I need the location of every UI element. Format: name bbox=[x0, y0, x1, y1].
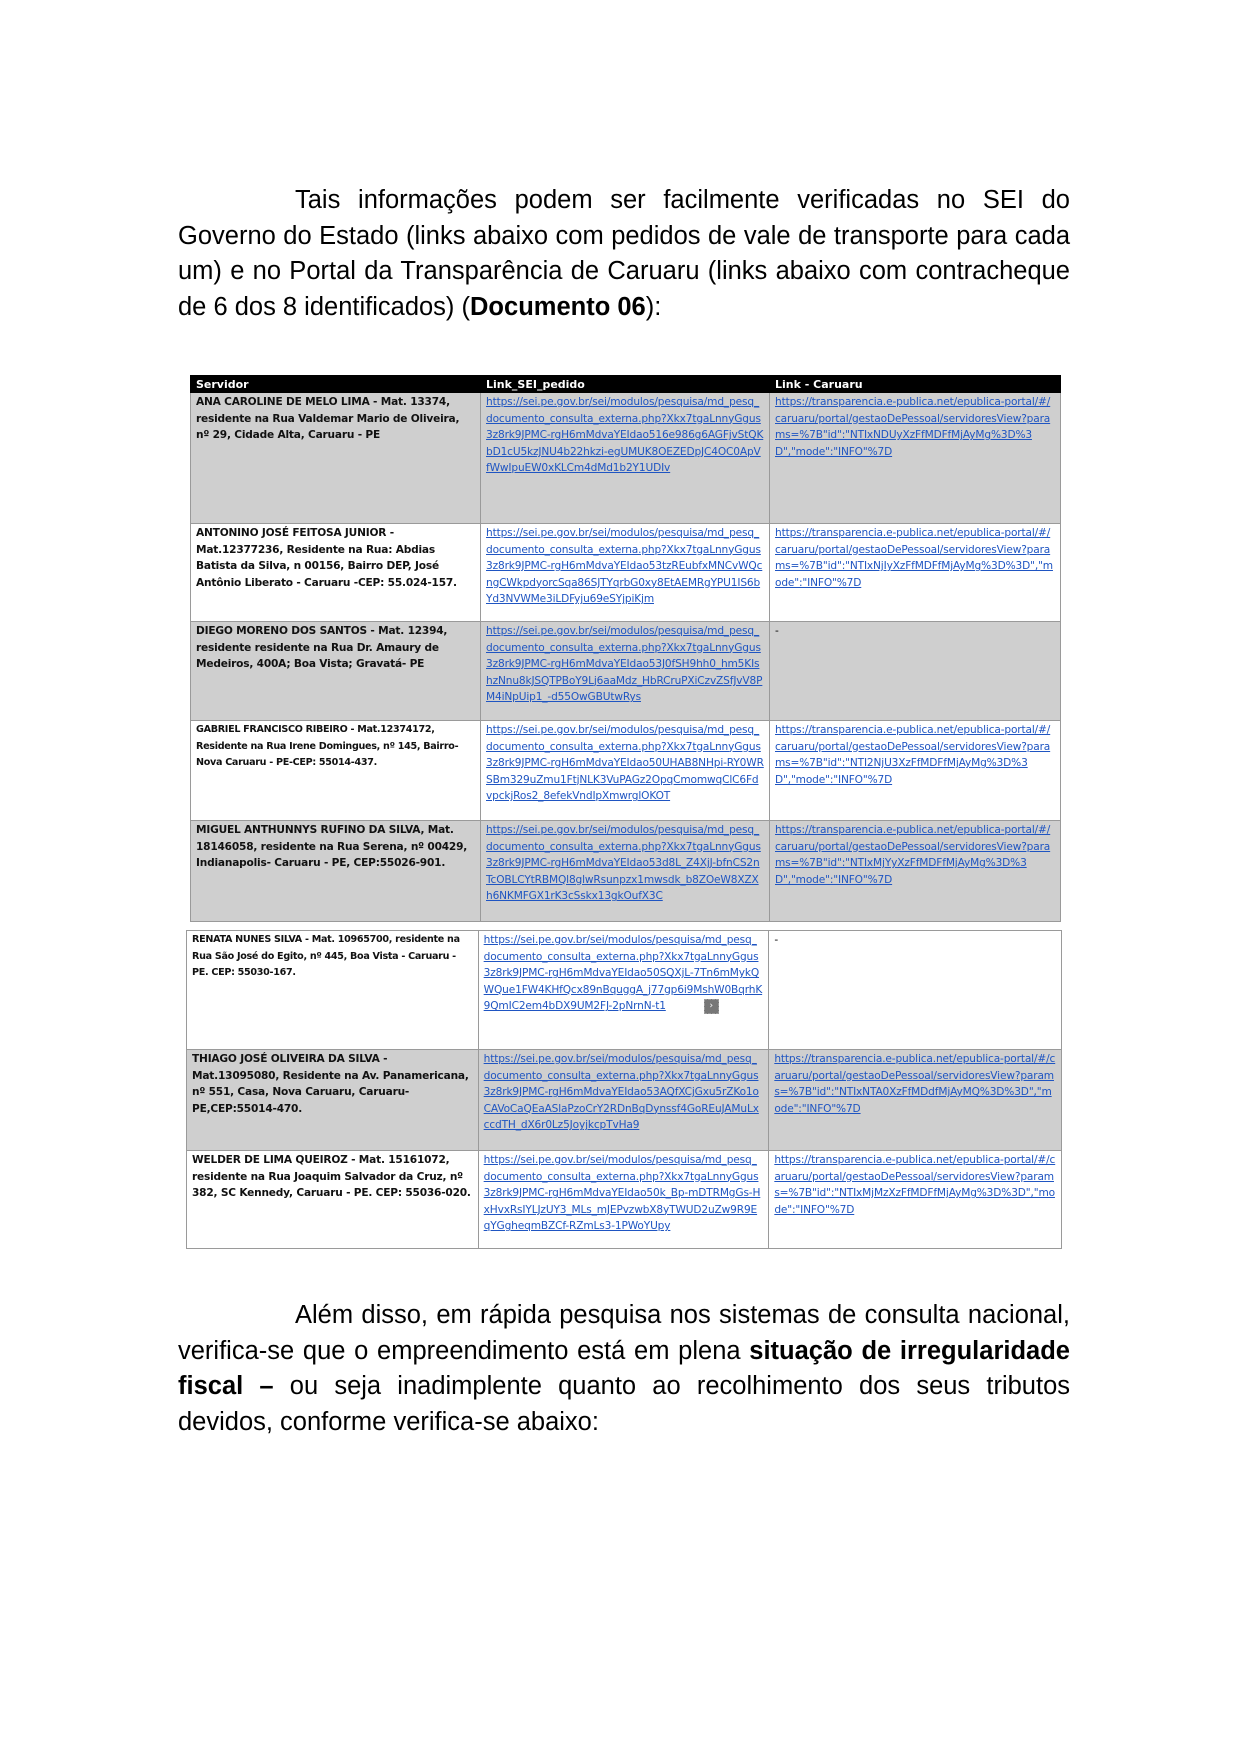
servidor-cell: RENATA NUNES SILVA - Mat. 10965700, residente na Rua São José do Egito, nº 445, Boa Vista - Caruaru - PE. CEP: 55030-167. bbox=[187, 931, 479, 1050]
caruaru-link[interactable]: https://transparencia.e-publica.net/epublica-portal/#/caruaru/portal/gestaoDePessoal/servidoresView?params=%7B"id":"NTIxMjMzXzFfMDFfMjAyMg%3D%3D","mode":"INFO"%7D bbox=[774, 1154, 1056, 1216]
sei-link[interactable]: https://sei.pe.gov.br/sei/modulos/pesquisa/md_pesq_documento_consulta_externa.php?Xkx7tgaLnnyGgus3z8rk9JPMC-rgH6mMdvaYEIdao50SQXjL-7Tn6mMykQWQue1FW4KHfQcx89nBquggA_j77gp6i9MshW0BqrhK9QmIC2em4bDX9UM2FJ-2pNrnN-t1 bbox=[483, 934, 763, 1013]
servidor-cell: GABRIEL FRANCISCO RIBEIRO - Mat.12374172, Residente na Rua Irene Domingues, nº 145, Bairro- Nova Caruaru - PE-CEP: 55014-437. bbox=[191, 721, 481, 821]
caruaru-link[interactable]: https://transparencia.e-publica.net/epublica-portal/#/caruaru/portal/gestaoDePessoal/servidoresView?params=%7B"id":"NTIxMjYyXzFfMDFfMjAyMg%3D%3D","mode":"INFO"%7D bbox=[775, 824, 1051, 886]
caruaru-link[interactable]: https://transparencia.e-publica.net/epublica-portal/#/caruaru/portal/gestaoDePessoal/servidoresView?params=%7B"id":"NTIxNDUyXzFfMDFfMjAyMg%3D%3D","mode":"INFO"%7D bbox=[775, 396, 1051, 458]
fiscal-text-end: ou seja inadimplente quanto ao recolhimento dos seus tributos devidos, conforme verifica-se abaixo: bbox=[178, 1372, 1070, 1436]
fiscal-irregularity-highlight: situação de irregularidade fiscal – bbox=[178, 1336, 1070, 1400]
table-row bbox=[191, 622, 1061, 721]
caruaru-link[interactable]: https://transparencia.e-publica.net/epublica-portal/#/caruaru/portal/gestaoDePessoal/servidoresView?params=%7B"id":"NTI2NjU3XzFfMDFfMjAyMg%3D%3D","mode":"INFO"%7D bbox=[775, 724, 1051, 786]
sei-link[interactable]: https://sei.pe.gov.br/sei/modulos/pesquisa/md_pesq_documento_consulta_externa.php?Xkx7tgaLnnyGgus3z8rk9JPMC-rgH6mMdvaYEIdao50UHAB8NHpi-RY0WRSBm329uZmu1FtjNLK3VuPAGz2OpqCmomwqClC6FdvpckjRos2_8efekVndIpXmwrglOKOT bbox=[486, 724, 764, 803]
table-row bbox=[187, 1151, 1062, 1249]
fiscal-text: Além disso, em rápida pesquisa nos sistemas de consulta nacional, verifica-se que o empreendimento está em plena bbox=[178, 1301, 1070, 1365]
header-link-caruaru: Link - Caruaru bbox=[770, 376, 1061, 393]
intro-text: Tais informações podem ser facilmente verificadas no SEI do Governo do Estado (links abaixo com pedidos de vale de transporte para cada um) e no Portal da Transparência de Caruaru (links abaixo com contracheque de 6 dos 8 identificados) ( bbox=[178, 186, 1070, 321]
sei-link[interactable]: https://sei.pe.gov.br/sei/modulos/pesquisa/md_pesq_documento_consulta_externa.php?Xkx7tgaLnnyGgus3z8rk9JPMC-rgH6mMdvaYEIdao53d8L_Z4XjJ-bfnCS2nTcOBLCYtRBMQl8glwRsunpzx1mwsdk_b8ZOeW8XZXh6NKMFGX1rK3cSskx13gkOufX3C bbox=[486, 824, 761, 903]
table-row bbox=[191, 821, 1061, 922]
table-row bbox=[191, 721, 1061, 821]
header-link-sei: Link_SEI_pedido bbox=[481, 376, 770, 393]
sei-link[interactable]: https://sei.pe.gov.br/sei/modulos/pesquisa/md_pesq_documento_consulta_externa.php?Xkx7tgaLnnyGgus3z8rk9JPMC-rgH6mMdvaYEIdao53AQfXCjGxu5rZKo1oCAVoCaQEaASlaPzoCrY2RDnBqDynssf4GoREuJAMuLxccdTH_dX6r0Lz5JoyjkcpTvHa9 bbox=[483, 1053, 759, 1132]
document-reference: Documento 06 bbox=[470, 292, 646, 321]
servidor-cell: MIGUEL ANTHUNNYS RUFINO DA SILVA, Mat. 18146058, residente na Rua Serena, nº 00429, Indianapolis- Caruaru - PE, CEP:55026-901. bbox=[191, 821, 481, 922]
sei-link[interactable]: https://sei.pe.gov.br/sei/modulos/pesquisa/md_pesq_documento_consulta_externa.php?Xkx7tgaLnnyGgus3z8rk9JPMC-rgH6mMdvaYEIdao50k_Bp-mDTRMgGs-HxHvxRsIYLJzUY3_MLs_mJEPvzwbX8yTWUD2uZw9R9EqYGgheqmBZCf-RZmLs3-1PWoYUpy bbox=[483, 1154, 761, 1233]
servidor-cell: THIAGO JOSÉ OLIVEIRA DA SILVA - Mat.13095080, Residente na Av. Panamericana, nº 551, Casa, Nova Caruaru, Caruaru-PE,CEP:55014-470. bbox=[187, 1050, 479, 1151]
servidor-cell: ANTONINO JOSÉ FEITOSA JUNIOR - Mat.12377236, Residente na Rua: Abdias Batista da Silva, n 00156, Bairro DEP, José Antônio Liberato - Caruaru -CEP: 55.024-157. bbox=[191, 524, 481, 622]
next-arrow-icon[interactable]: › bbox=[704, 999, 719, 1014]
caruaru-link[interactable]: https://transparencia.e-publica.net/epublica-portal/#/caruaru/portal/gestaoDePessoal/servidoresView?params=%7B"id":"NTIxNTA0XzFfMDdfMjAyMQ%3D%3D","mode":"INFO"%7D bbox=[774, 1053, 1056, 1115]
table-row bbox=[187, 1050, 1062, 1151]
sei-link[interactable]: https://sei.pe.gov.br/sei/modulos/pesquisa/md_pesq_documento_consulta_externa.php?Xkx7tgaLnnyGgus3z8rk9JPMC-rgH6mMdvaYEIdao53tzREubfxMNCvWQcngCWkpdyorcSqa86SJTYqrbG0xy8EtAEMRgYPU1IS6bYd3NVWMe3iLDFyju69eSYjpiKjm bbox=[486, 527, 763, 606]
caruaru-link[interactable]: https://transparencia.e-publica.net/epublica-portal/#/caruaru/portal/gestaoDePessoal/servidoresView?params=%7B"id":"NTIxNjIyXzFfMDFfMjAyMg%3D%3D","mode":"INFO"%7D bbox=[775, 527, 1053, 589]
servidor-cell: WELDER DE LIMA QUEIROZ - Mat. 15161072, residente na Rua Joaquim Salvador da Cruz, nº 382, SC Kennedy, Caruaru - PE. CEP: 55036-020. bbox=[187, 1151, 479, 1249]
fiscal-paragraph bbox=[178, 1298, 1070, 1440]
caruaru-empty-cell: - bbox=[770, 622, 1061, 721]
servidores-table bbox=[190, 375, 1061, 922]
table-row bbox=[187, 931, 1062, 1050]
intro-paragraph bbox=[178, 183, 1070, 325]
header-servidor: Servidor bbox=[191, 376, 481, 393]
table-row bbox=[191, 524, 1061, 622]
sei-link[interactable]: https://sei.pe.gov.br/sei/modulos/pesquisa/md_pesq_documento_consulta_externa.php?Xkx7tgaLnnyGgus3z8rk9JPMC-rgH6mMdvaYEIdao53J0fSH9hh0_hm5KIshzNnu8kJSQTPBoY9Lj6aaMdz_HbRCruPXiCzvZSfJvV8PM4iNpUip1_-d55OwGBUtwRys bbox=[486, 625, 763, 704]
table-row bbox=[191, 393, 1061, 524]
intro-text-end: ): bbox=[645, 292, 662, 321]
table-header-row bbox=[191, 376, 1061, 393]
sei-link[interactable]: https://sei.pe.gov.br/sei/modulos/pesquisa/md_pesq_documento_consulta_externa.php?Xkx7tgaLnnyGgus3z8rk9JPMC-rgH6mMdvaYEIdao516e986g6AGFjvStQKbD1cU5kzJNU4b22hkzi-egUMUK8OEZEDpJC4OC0ApVfWwIpuEW0xKLCm4dMd1b2Y1UDIv bbox=[486, 396, 764, 475]
servidor-cell: DIEGO MORENO DOS SANTOS - Mat. 12394, residente residente na Rua Dr. Amaury de Medeiros, 400A; Boa Vista; Gravatá- PE bbox=[191, 622, 481, 721]
caruaru-empty-cell: - bbox=[769, 931, 1062, 1050]
servidor-cell: ANA CAROLINE DE MELO LIMA - Mat. 13374, residente na Rua Valdemar Mario de Oliveira, nº 29, Cidade Alta, Caruaru - PE bbox=[191, 393, 481, 524]
servidores-table-continued bbox=[186, 930, 1062, 1249]
